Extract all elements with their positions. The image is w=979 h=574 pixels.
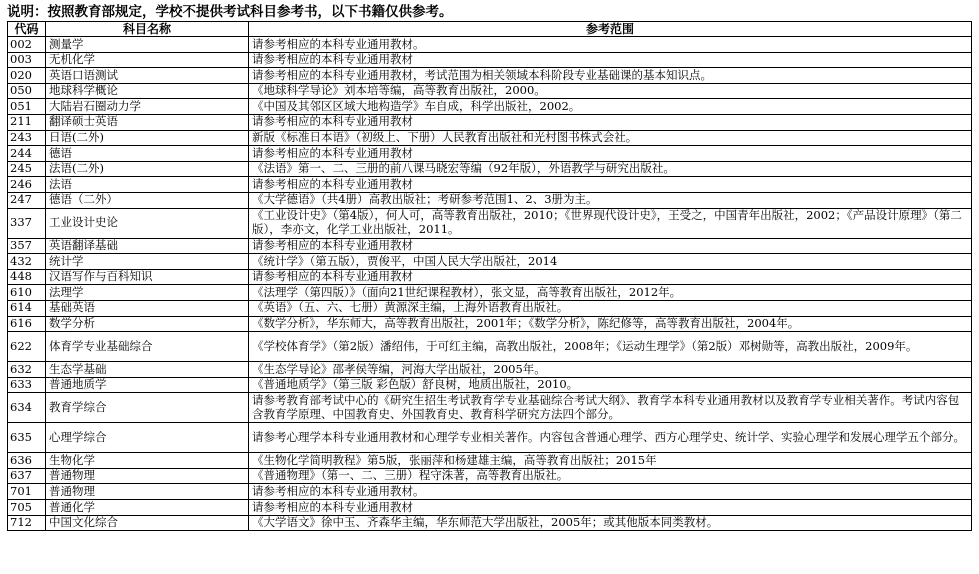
- cell-code: 357: [8, 238, 46, 254]
- cell-code: 211: [8, 114, 46, 130]
- table-row: [8, 37, 972, 53]
- cell-code: 050: [8, 83, 46, 99]
- cell-code: 712: [8, 515, 46, 531]
- header-code: 代码: [8, 22, 46, 37]
- cell-subject: 中国文化综合: [46, 515, 249, 531]
- cell-scope: 《普通物理》（第一、二、三册）程守洙著，高等教育出版社。: [249, 468, 972, 484]
- cell-code: 632: [8, 362, 46, 378]
- cell-code: 003: [8, 52, 46, 68]
- cell-scope: 请参考相应的本科专业通用教材: [249, 146, 972, 162]
- cell-scope: 《数学分析》，华东师大，高等教育出版社，2001年；《数学分析》，陈纪修等，高等教育出版社，2004年。: [249, 316, 972, 332]
- cell-scope: 新版《标准日本语》（初级上、下册）人民教育出版社和光村图书株式会社。: [249, 130, 972, 146]
- table-header-row: [8, 22, 972, 37]
- table-row: [8, 52, 972, 68]
- table-row: [8, 192, 972, 208]
- cell-subject: 法理学: [46, 285, 249, 301]
- cell-subject: 无机化学: [46, 52, 249, 68]
- cell-subject: 普通地质学: [46, 377, 249, 393]
- cell-subject: 汉语写作与百科知识: [46, 269, 249, 285]
- table-row: [8, 484, 972, 500]
- table-row: [8, 130, 972, 146]
- header-scope: 参考范围: [249, 22, 972, 37]
- table-row: [8, 300, 972, 316]
- cell-scope: 《工业设计史》（第4版），何人可，高等教育出版社，2010；《世界现代设计史》，王受之，中国青年出版社，2002；《产品设计原理》（第二版），李亦文，化学工业出版社，2011。: [249, 208, 972, 238]
- cell-scope: 请参考心理学本科专业通用教材和心理学专业相关著作。内容包含普通心理学、西方心理学史、统计学、实验心理学和发展心理学五个部分。: [249, 423, 972, 453]
- cell-subject: 统计学: [46, 254, 249, 270]
- cell-subject: 德语: [46, 146, 249, 162]
- table-row: [8, 254, 972, 270]
- cell-code: 610: [8, 285, 46, 301]
- cell-subject: 生态学基础: [46, 362, 249, 378]
- table-row: [8, 177, 972, 193]
- cell-code: 701: [8, 484, 46, 500]
- cell-code: 247: [8, 192, 46, 208]
- cell-scope: 请参考相应的本科专业通用教材: [249, 269, 972, 285]
- table-row: [8, 99, 972, 115]
- cell-subject: 教育学综合: [46, 393, 249, 423]
- cell-subject: 德语（二外）: [46, 192, 249, 208]
- table-row: [8, 468, 972, 484]
- cell-code: 245: [8, 161, 46, 177]
- cell-code: 705: [8, 500, 46, 516]
- table-row: [8, 208, 972, 238]
- table-row: [8, 269, 972, 285]
- table-row: [8, 423, 972, 453]
- cell-scope: 请参考相应的本科专业通用教材: [249, 177, 972, 193]
- cell-scope: 《生态学导论》邵孝侯等编，河海大学出版社，2005年。: [249, 362, 972, 378]
- cell-scope: 请参考相应的本科专业通用教材: [249, 500, 972, 516]
- cell-subject: 翻译硕士英语: [46, 114, 249, 130]
- cell-subject: 普通化学: [46, 500, 249, 516]
- cell-code: 243: [8, 130, 46, 146]
- table-row: [8, 515, 972, 531]
- cell-subject: 大陆岩石圈动力学: [46, 99, 249, 115]
- cell-scope: 《统计学》（第五版），贾俊平，中国人民大学出版社，2014: [249, 254, 972, 270]
- cell-code: 637: [8, 468, 46, 484]
- cell-scope: 《生物化学简明教程》第5版，张丽萍和杨建雄主编，高等教育出版社；2015年: [249, 453, 972, 469]
- table-row: [8, 238, 972, 254]
- table-row: [8, 332, 972, 362]
- cell-code: 622: [8, 332, 46, 362]
- cell-scope: 《法语》第一、二、三册的前八课马晓宏等编（92年版），外语教学与研究出版社。: [249, 161, 972, 177]
- table-row: [8, 316, 972, 332]
- cell-subject: 工业设计史论: [46, 208, 249, 238]
- notice-text: 说明：按照教育部规定，学校不提供考试科目参考书，以下书籍仅供参考。: [7, 4, 453, 20]
- cell-subject: 英语口语测试: [46, 68, 249, 84]
- cell-code: 244: [8, 146, 46, 162]
- cell-subject: 心理学综合: [46, 423, 249, 453]
- cell-scope: 《大学德语》（共4册）高教出版社；考研参考范围1、2、3册为主。: [249, 192, 972, 208]
- table-row: [8, 393, 972, 423]
- cell-scope: 请参考相应的本科专业通用教材: [249, 238, 972, 254]
- cell-subject: 普通物理: [46, 484, 249, 500]
- cell-scope: 《学校体育学》（第2版）潘绍伟，于可红主编，高教出版社，2008年；《运动生理学》（第2版）邓树勋等，高教出版社，2009年。: [249, 332, 972, 362]
- cell-code: 614: [8, 300, 46, 316]
- cell-code: 633: [8, 377, 46, 393]
- table-row: [8, 114, 972, 130]
- table-row: [8, 500, 972, 516]
- cell-code: 616: [8, 316, 46, 332]
- table-row: [8, 161, 972, 177]
- cell-scope: 请参考相应的本科专业通用教材。: [249, 484, 972, 500]
- cell-subject: 英语翻译基础: [46, 238, 249, 254]
- cell-code: 246: [8, 177, 46, 193]
- cell-scope: 《大学语文》徐中玉、齐森华主编，华东师范大学出版社，2005年；或其他版本同类教材。: [249, 515, 972, 531]
- cell-scope: 请参考相应的本科专业通用教材: [249, 114, 972, 130]
- cell-code: 002: [8, 37, 46, 53]
- cell-scope: 《法理学（第四版）》（面向21世纪课程教材），张文显，高等教育出版社，2012年。: [249, 285, 972, 301]
- cell-scope: 请参考相应的本科专业通用教材。: [249, 37, 972, 53]
- document-page: [7, 4, 971, 531]
- table-body: [8, 37, 972, 531]
- cell-subject: 测量学: [46, 37, 249, 53]
- table-row: [8, 83, 972, 99]
- cell-code: 448: [8, 269, 46, 285]
- cell-scope: 请参考相应的本科专业通用教材，考试范围为相关领域本科阶段专业基础课的基本知识点。: [249, 68, 972, 84]
- cell-subject: 法语(二外): [46, 161, 249, 177]
- cell-scope: 《中国及其邻区区域大地构造学》车自成，科学出版社，2002。: [249, 99, 972, 115]
- cell-code: 432: [8, 254, 46, 270]
- cell-scope: 《普通地质学》（第三版 彩色版）舒良树，地质出版社，2010。: [249, 377, 972, 393]
- cell-subject: 生物化学: [46, 453, 249, 469]
- table-row: [8, 68, 972, 84]
- table-row: [8, 285, 972, 301]
- cell-scope: 请参考教育部考试中心的《研究生招生考试教育学专业基础综合考试大纲》、教育学本科专业通用教材以及教育学专业相关著作。考试内容包含教育学原理、中国教育史、外国教育史、教育科学研究方法四个部分。: [249, 393, 972, 423]
- cell-subject: 地球科学概论: [46, 83, 249, 99]
- header-subject: 科目名称: [46, 22, 249, 37]
- cell-code: 634: [8, 393, 46, 423]
- cell-scope: 《英语》（五、六、七册）黄源深主编，上海外语教育出版社。: [249, 300, 972, 316]
- cell-subject: 基础英语: [46, 300, 249, 316]
- cell-subject: 日语(二外): [46, 130, 249, 146]
- cell-scope: 《地球科学导论》刘本培等编，高等教育出版社，2000。: [249, 83, 972, 99]
- cell-code: 020: [8, 68, 46, 84]
- cell-code: 051: [8, 99, 46, 115]
- cell-code: 635: [8, 423, 46, 453]
- table-row: [8, 146, 972, 162]
- cell-code: 636: [8, 453, 46, 469]
- cell-scope: 请参考相应的本科专业通用教材: [249, 52, 972, 68]
- cell-subject: 普通物理: [46, 468, 249, 484]
- table-row: [8, 453, 972, 469]
- table-row: [8, 362, 972, 378]
- table-row: [8, 377, 972, 393]
- cell-code: 337: [8, 208, 46, 238]
- cell-subject: 体育学专业基础综合: [46, 332, 249, 362]
- reference-table: [7, 21, 972, 531]
- cell-subject: 法语: [46, 177, 249, 193]
- cell-subject: 数学分析: [46, 316, 249, 332]
